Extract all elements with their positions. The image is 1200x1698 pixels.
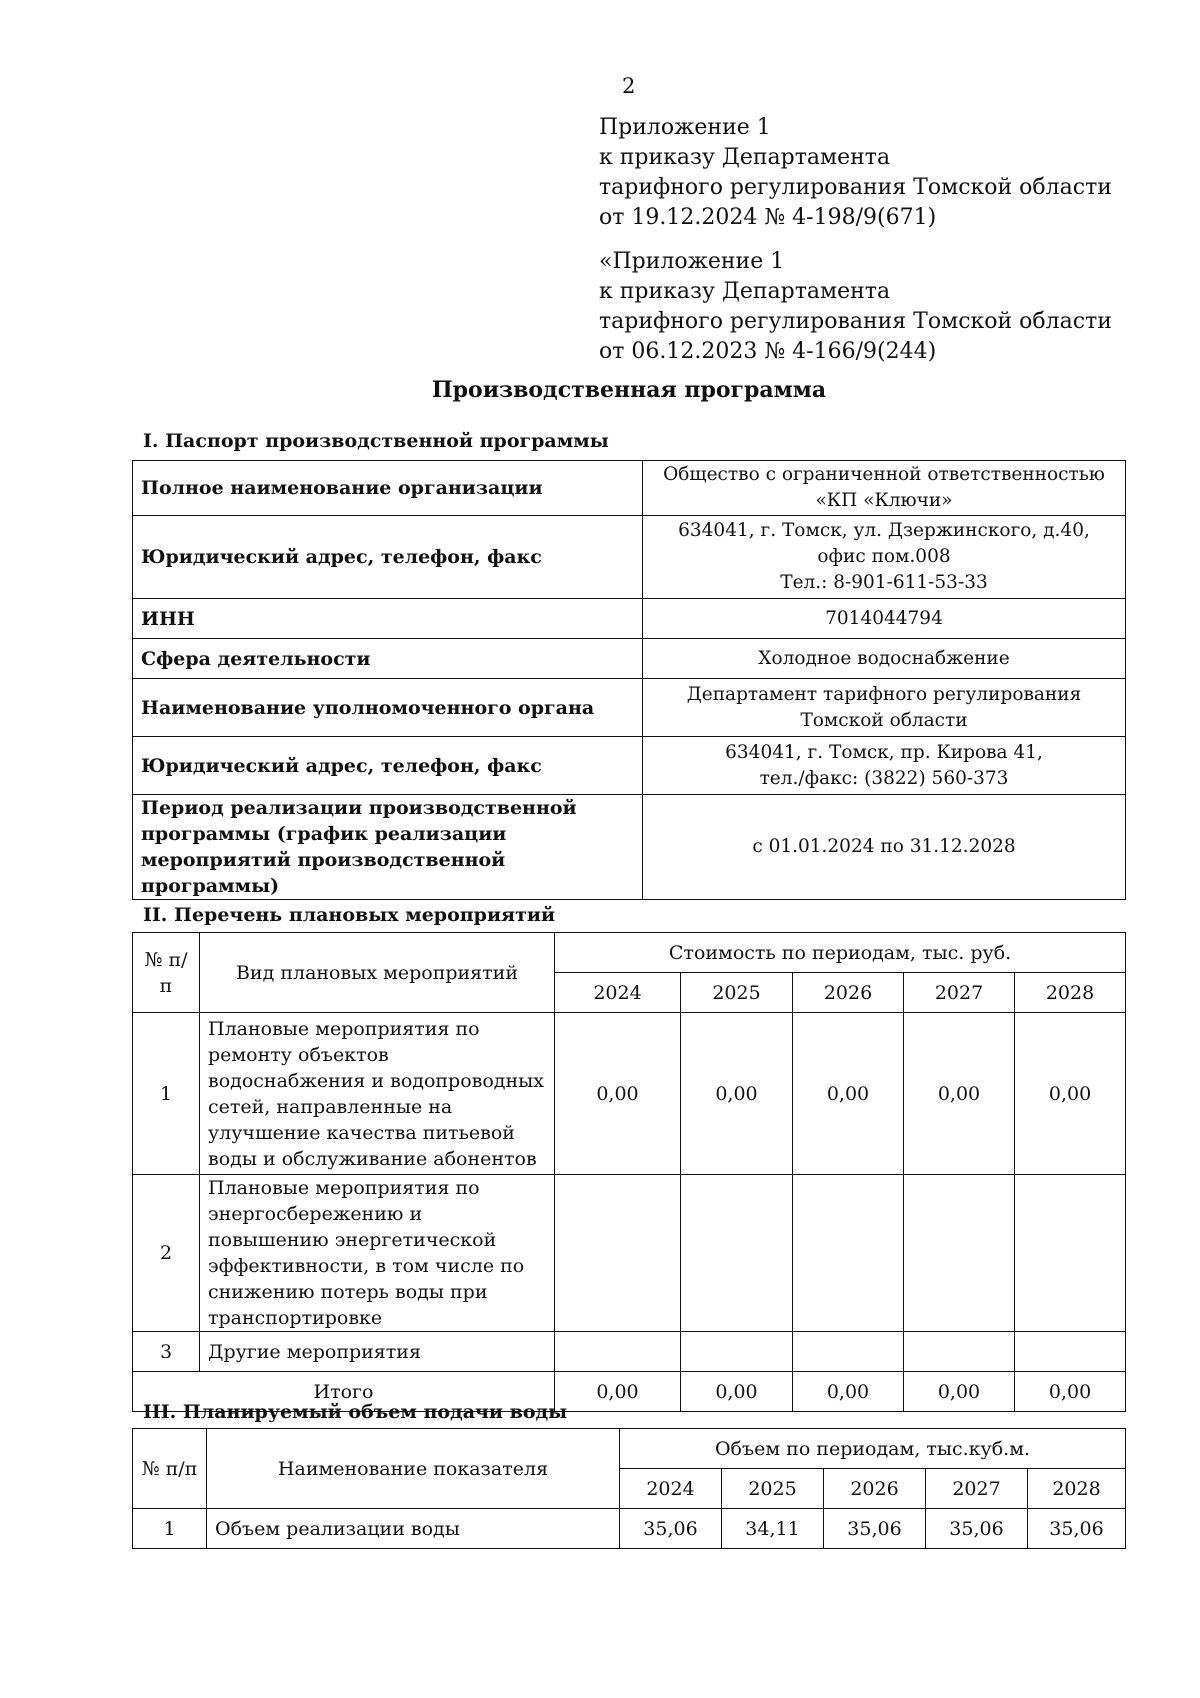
table-row <box>133 639 1126 679</box>
volume-value: 35,06 <box>926 1509 1028 1549</box>
appendix-previous-line: «Приложение 1 <box>599 249 785 274</box>
table-row <box>133 516 1126 599</box>
column-header-year: 2024 <box>555 973 681 1013</box>
passport-value <box>643 737 1126 795</box>
volume-value: 35,06 <box>620 1509 722 1549</box>
row-number: 2 <box>133 1175 200 1332</box>
cost-value <box>904 1175 1015 1332</box>
passport-value-line: Тел.: 8-901-611-53-33 <box>780 572 988 593</box>
passport-value <box>643 516 1126 599</box>
passport-value <box>643 679 1126 737</box>
passport-value-line: Холодное водоснабжение <box>758 647 1010 669</box>
passport-value-line: «КП «Ключи» <box>815 490 953 511</box>
cost-value <box>793 1332 904 1372</box>
passport-label: Юридический адрес, телефон, факс <box>133 516 643 599</box>
appendix-previous-line: к приказу Департамента <box>599 279 891 304</box>
row-number: 1 <box>133 1013 200 1175</box>
table-row <box>133 795 1126 900</box>
cost-value <box>793 1175 904 1332</box>
passport-value <box>643 599 1126 639</box>
appendix-previous-line: от 06.12.2023 № 4-166/9(244) <box>599 339 937 364</box>
table-row <box>133 599 1126 639</box>
column-header-year: 2024 <box>620 1469 722 1509</box>
total-value: 0,00 <box>904 1372 1015 1412</box>
column-header-year: 2026 <box>793 973 904 1013</box>
page-number: 2 <box>622 74 636 98</box>
appendix-current-line: Приложение 1 <box>599 115 771 140</box>
volume-value: 35,06 <box>1028 1509 1126 1549</box>
measure-description: Плановые мероприятия по энергосбережению и повышению энергетической эффективности, в том числе по снижению потерь воды при транспортировке <box>200 1175 555 1332</box>
passport-label: Полное наименование организации <box>133 461 643 516</box>
cost-value: 0,00 <box>681 1013 793 1175</box>
column-header-number: № п/п <box>133 1429 207 1509</box>
indicator-name: Объем реализации воды <box>207 1509 620 1549</box>
table-row <box>133 1013 1126 1175</box>
measures-table <box>132 932 1126 1412</box>
total-value: 0,00 <box>793 1372 904 1412</box>
appendix-current-line: от 19.12.2024 № 4-198/9(671) <box>599 205 937 230</box>
appendix-previous-line: тарифного регулирования Томской области <box>599 309 1112 334</box>
cost-value: 0,00 <box>555 1013 681 1175</box>
column-header-cost: Стоимость по периодам, тыс. руб. <box>555 933 1126 973</box>
cost-value <box>1015 1332 1126 1372</box>
table-row <box>133 1332 1126 1372</box>
section-1-title: I. Паспорт производственной программы <box>143 430 609 452</box>
column-header-year: 2027 <box>904 973 1015 1013</box>
column-header-year: 2028 <box>1015 973 1126 1013</box>
passport-value-line: 634041, г. Томск, пр. Кирова 41, <box>725 741 1043 763</box>
passport-value-line: тел./факс: (3822) 560-373 <box>759 767 1009 789</box>
table-row <box>133 737 1126 795</box>
appendix-current-line: тарифного регулирования Томской области <box>599 175 1112 200</box>
volume-value: 34,11 <box>722 1509 824 1549</box>
cost-value: 0,00 <box>904 1013 1015 1175</box>
appendix-current-line: к приказу Департамента <box>599 145 891 170</box>
total-label: Итого <box>133 1372 555 1412</box>
cost-value <box>904 1332 1015 1372</box>
cost-value: 0,00 <box>1015 1013 1126 1175</box>
total-value: 0,00 <box>681 1372 793 1412</box>
table-row <box>133 461 1126 516</box>
passport-value-line: Томской области <box>800 709 968 731</box>
passport-table <box>132 460 1126 900</box>
passport-value-line: Общество с ограниченной ответственностью <box>663 464 1105 485</box>
column-header-year: 2028 <box>1028 1469 1126 1509</box>
table-row <box>133 1509 1126 1549</box>
column-header-year: 2027 <box>926 1469 1028 1509</box>
measure-description: Плановые мероприятия по ремонту объектов водоснабжения и водопроводных сетей, направленные на улучшение качества питьевой воды и обслуживание абонентов <box>200 1013 555 1175</box>
table-header-row <box>133 1429 1126 1469</box>
section-2-title: II. Перечень плановых мероприятий <box>143 904 556 926</box>
column-header-measure: Вид плановых мероприятий <box>200 933 555 1013</box>
passport-value-line: с 01.01.2024 по 31.12.2028 <box>752 836 1016 857</box>
total-value: 0,00 <box>555 1372 681 1412</box>
table-row <box>133 1175 1126 1332</box>
column-header-volume: Объем по периодам, тыс.куб.м. <box>620 1429 1126 1469</box>
passport-value-line: 7014044794 <box>825 607 943 629</box>
table-row <box>133 679 1126 737</box>
water-volume-table <box>132 1428 1126 1549</box>
passport-value <box>643 795 1126 900</box>
table-header-row <box>133 933 1126 973</box>
row-number: 1 <box>133 1509 207 1549</box>
section-3-title: III. Планируемый объем подачи воды <box>143 1401 568 1423</box>
passport-value-line: офис пом.008 <box>817 546 951 567</box>
passport-value <box>643 639 1126 679</box>
cost-value <box>1015 1175 1126 1332</box>
column-header-indicator: Наименование показателя <box>207 1429 620 1509</box>
document-title: Производственная программа <box>431 377 827 403</box>
column-header-year: 2026 <box>824 1469 926 1509</box>
cost-value <box>681 1175 793 1332</box>
column-header-year: 2025 <box>681 973 793 1013</box>
column-header-year: 2025 <box>722 1469 824 1509</box>
cost-value <box>555 1175 681 1332</box>
cost-value <box>555 1332 681 1372</box>
total-value: 0,00 <box>1015 1372 1126 1412</box>
appendix-current <box>599 113 1112 233</box>
passport-label: Наименование уполномоченного органа <box>133 679 643 737</box>
cost-value <box>681 1332 793 1372</box>
passport-value <box>643 461 1126 516</box>
appendix-previous <box>599 247 1112 367</box>
passport-label: Юридический адрес, телефон, факс <box>133 737 643 795</box>
column-header-number: № п/п <box>133 933 200 1013</box>
passport-label: Сфера деятельности <box>133 639 643 679</box>
cost-value: 0,00 <box>793 1013 904 1175</box>
row-number: 3 <box>133 1332 200 1372</box>
measure-description: Другие мероприятия <box>200 1332 555 1372</box>
volume-value: 35,06 <box>824 1509 926 1549</box>
passport-value-line: 634041, г. Томск, ул. Дзержинского, д.40, <box>678 520 1090 541</box>
passport-label: Период реализации производственной программы (график реализации мероприятий производственной программы) <box>133 795 643 900</box>
passport-value-line: Департамент тарифного регулирования <box>686 683 1082 705</box>
passport-label: ИНН <box>133 599 643 639</box>
